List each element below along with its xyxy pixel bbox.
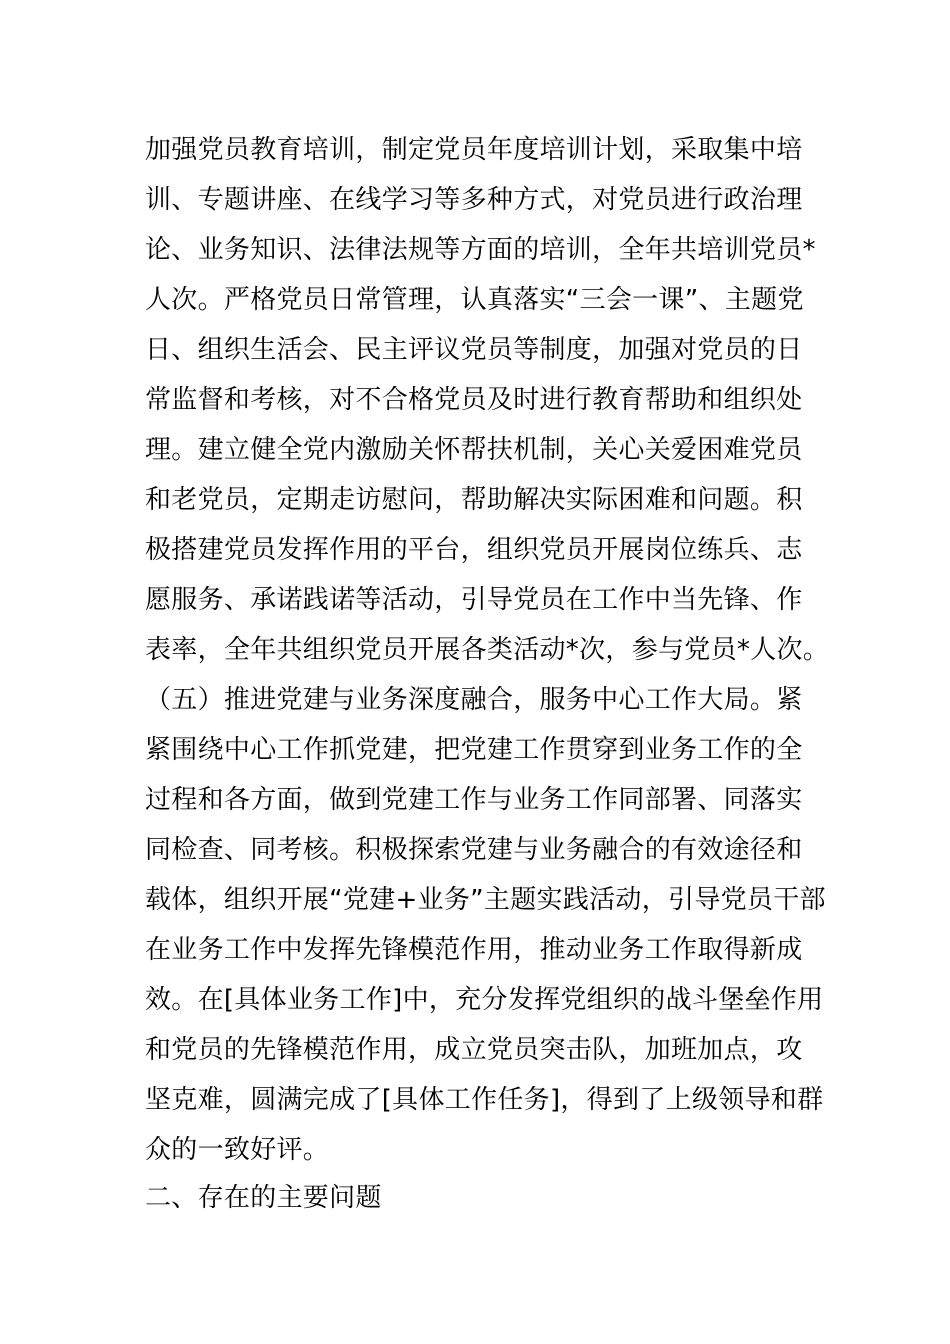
paragraph-line: 日、组织生活会、民主评议党员等制度，加强对党员的日 bbox=[145, 335, 803, 365]
paragraph-line: 载体，组织开展“党建+业务”主题实践活动，引导党员干部 bbox=[145, 885, 826, 915]
paragraph-line: 和党员的先锋模范作用，成立党员突击队，加班加点，攻 bbox=[145, 1035, 803, 1065]
paragraph-line: 效。在[具体业务工作]中，充分发挥党组织的战斗堡垒作用 bbox=[145, 985, 824, 1015]
paragraph-line: 紧围绕中心工作抓党建，把党建工作贯穿到业务工作的全 bbox=[145, 735, 803, 765]
paragraph-line: 训、专题讲座、在线学习等多种方式，对党员进行政治理 bbox=[145, 185, 803, 215]
paragraph-line: （五）推进党建与业务深度融合，服务中心工作大局。紧 bbox=[145, 685, 803, 715]
paragraph-line: 过程和各方面，做到党建工作与业务工作同部署、同落实 bbox=[145, 785, 803, 815]
paragraph-line: 表率，全年共组织党员开展各类活动*次，参与党员*人次。 bbox=[145, 635, 830, 665]
paragraph-line: 众的一致好评。 bbox=[145, 1135, 330, 1165]
paragraph-line: 和老党员，定期走访慰问，帮助解决实际困难和问题。积 bbox=[145, 485, 803, 515]
paragraph-line: 极搭建党员发挥作用的平台，组织党员开展岗位练兵、志 bbox=[145, 535, 803, 565]
paragraph-line: 加强党员教育培训，制定党员年度培训计划，采取集中培 bbox=[145, 135, 803, 165]
paragraph-line: 常监督和考核，对不合格党员及时进行教育帮助和组织处 bbox=[145, 385, 803, 415]
paragraph-line: 论、业务知识、法律法规等方面的培训，全年共培训党员* bbox=[145, 235, 816, 265]
paragraph-line: 人次。严格党员日常管理，认真落实“三会一课”、主题党 bbox=[145, 285, 804, 315]
paragraph-line: 同检查、同考核。积极探索党建与业务融合的有效途径和 bbox=[145, 835, 803, 865]
paragraph-line: 愿服务、承诺践诺等活动，引导党员在工作中当先锋、作 bbox=[145, 585, 803, 615]
section-heading: 二、存在的主要问题 bbox=[145, 1183, 382, 1213]
paragraph-line: 理。建立健全党内激励关怀帮扶机制，关心关爱困难党员 bbox=[145, 435, 803, 465]
paragraph-line: 坚克难，圆满完成了[具体工作任务]，得到了上级领导和群 bbox=[145, 1085, 824, 1115]
paragraph-line: 在业务工作中发挥先锋模范作用，推动业务工作取得新成 bbox=[145, 935, 803, 965]
